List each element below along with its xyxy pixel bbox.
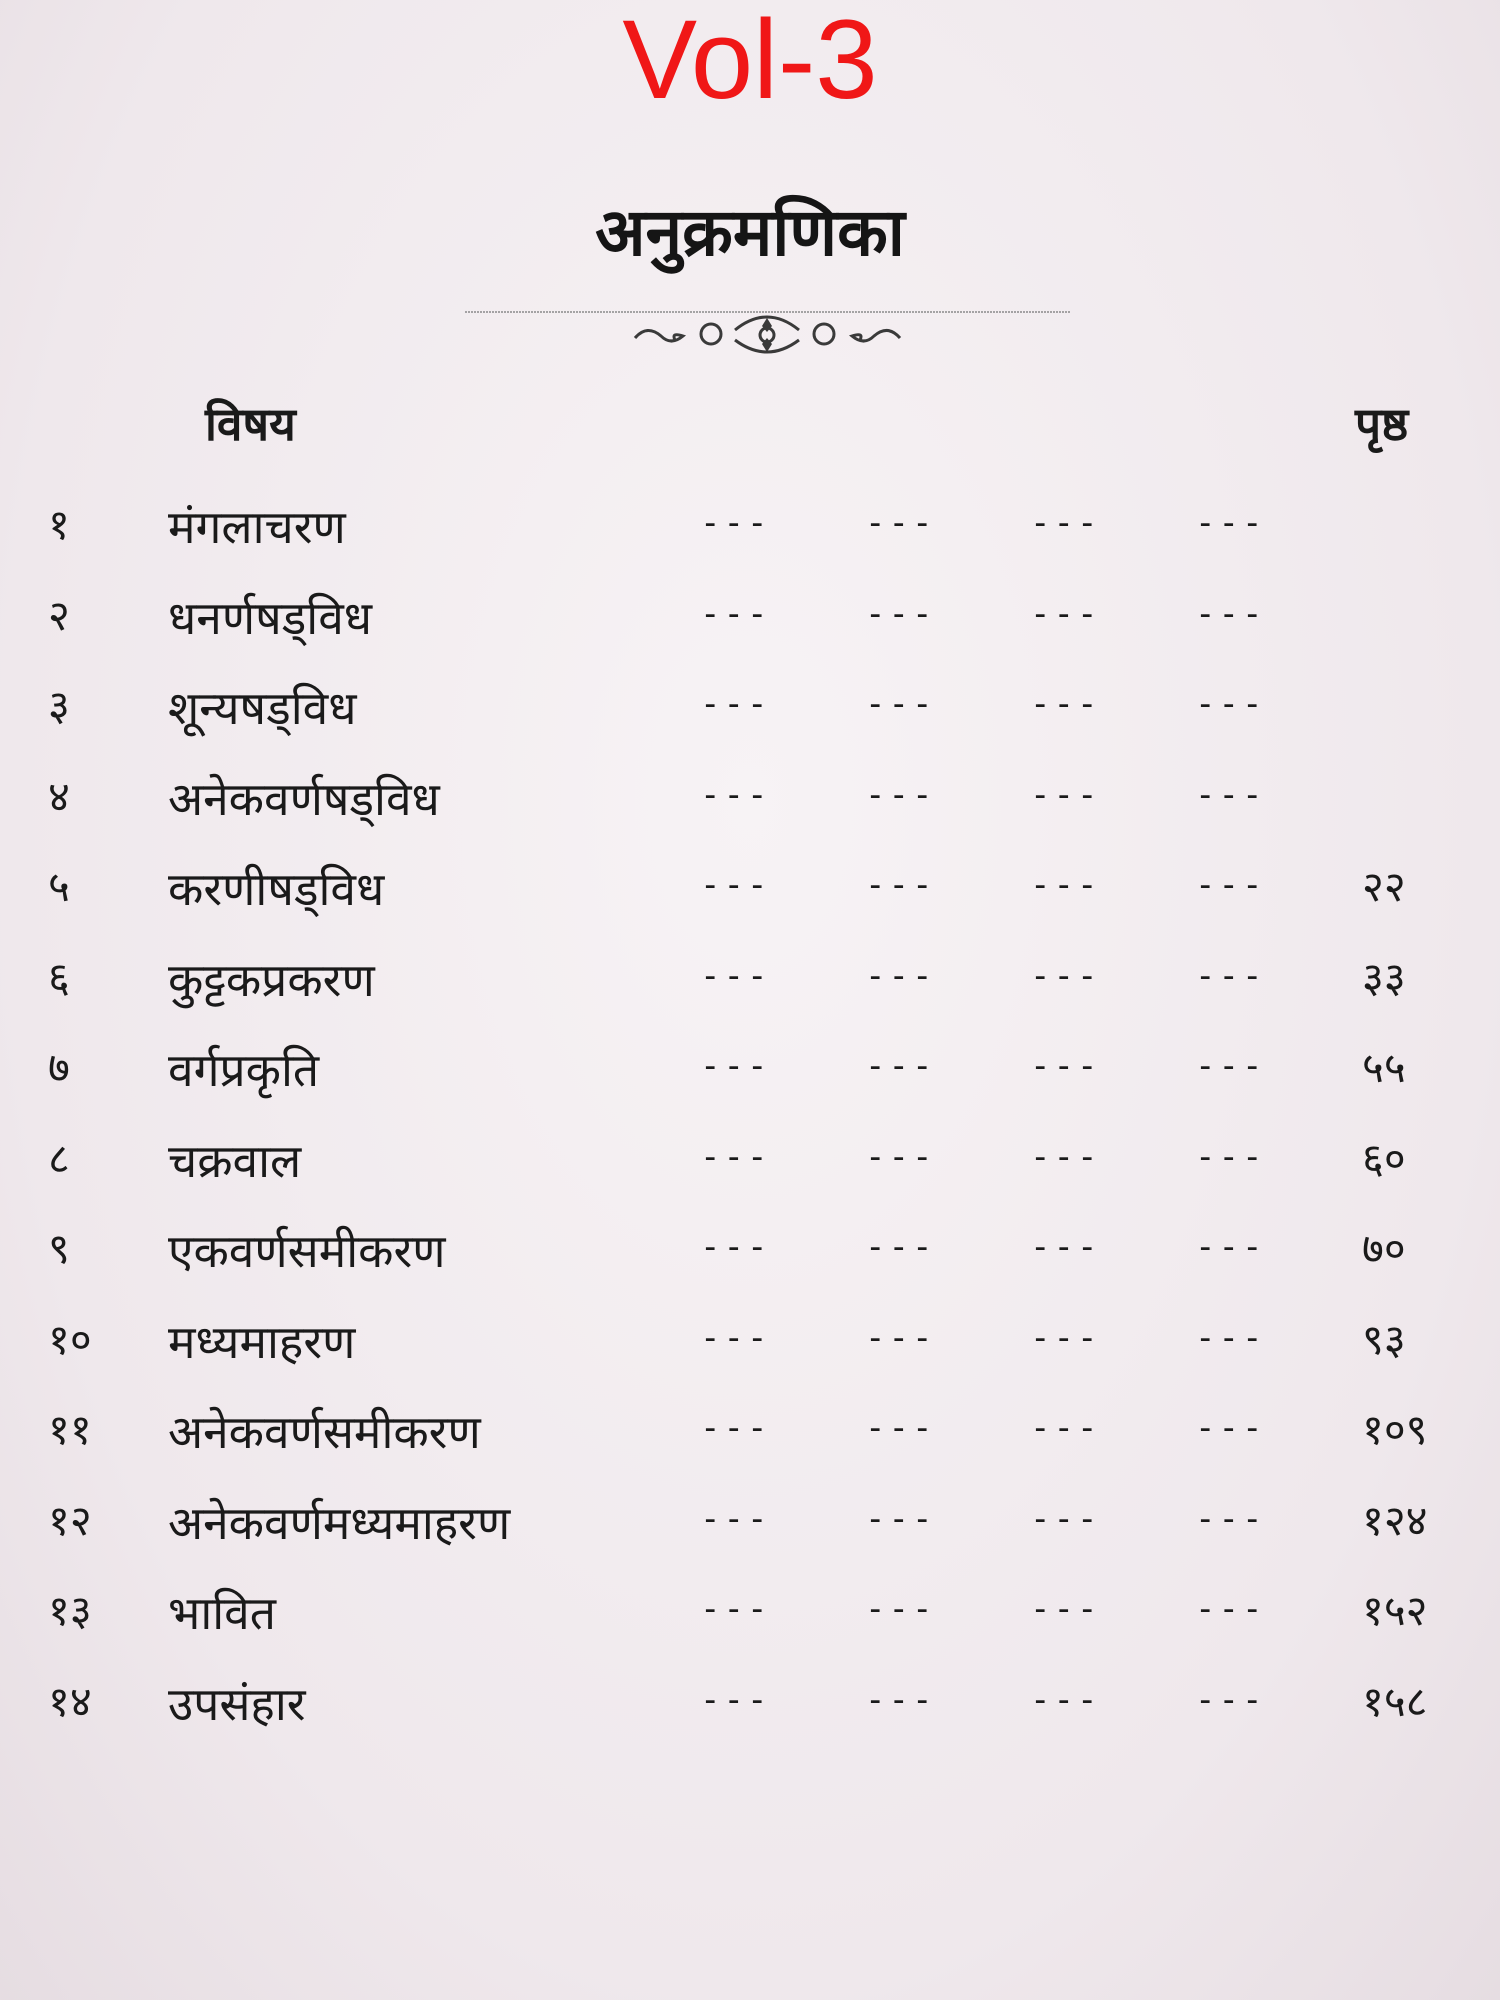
volume-label: Vol-3 [622, 0, 878, 122]
leader-dashes: --- [1030, 1679, 1101, 1720]
entry-number: ६ [48, 952, 70, 1002]
leader-dashes: --- [865, 1046, 936, 1086]
leader-dashes: --- [865, 955, 936, 996]
column-header-page: पृष्ठ [1355, 397, 1409, 451]
entry-number: १३ [48, 1586, 92, 1635]
leader-dashes: --- [700, 1679, 771, 1720]
leader-dashes: --- [1030, 1046, 1101, 1086]
entry-title: भावित [168, 1586, 276, 1640]
entry-number: २ [48, 590, 70, 640]
leader-dashes: --- [865, 1589, 936, 1629]
toc-row [0, 495, 1500, 586]
ornament-divider [465, 300, 1070, 360]
leader-dashes: --- [1195, 1498, 1266, 1539]
entry-title: एकवर्णसमीकरण [168, 1224, 446, 1278]
leader-dashes: --- [865, 1317, 936, 1358]
leader-dashes: --- [865, 1498, 936, 1539]
leader-dashes: --- [700, 503, 771, 543]
leader-dashes: --- [1030, 955, 1101, 996]
leader-dashes: --- [865, 503, 936, 543]
leader-dashes: --- [1195, 1317, 1266, 1358]
leader-dashes: --- [1030, 593, 1101, 634]
entry-number: ५ [48, 862, 70, 911]
leader-dashes: --- [1030, 1498, 1101, 1539]
entry-title: वर्गप्रकृति [168, 1043, 320, 1097]
entry-title: कुट्टकप्रकरण [168, 952, 375, 1007]
entry-number: ११ [48, 1405, 92, 1454]
leader-dashes: --- [1195, 1408, 1266, 1448]
entry-page: ६० [1362, 1133, 1406, 1183]
entry-title: करणीषड्विध [168, 862, 385, 916]
toc-row [0, 767, 1500, 858]
entry-page: १०९ [1362, 1405, 1428, 1454]
leader-dashes: --- [1195, 1136, 1266, 1177]
leader-dashes: --- [700, 1589, 771, 1629]
leader-dashes: --- [865, 774, 936, 815]
leader-dashes: --- [1030, 1227, 1101, 1267]
toc-row [0, 1400, 1500, 1491]
toc-row [0, 586, 1500, 677]
leader-dashes: --- [1195, 1679, 1266, 1720]
leader-dashes: --- [865, 865, 936, 905]
entry-page: ५५ [1362, 1043, 1406, 1092]
entry-number: ९ [48, 1224, 70, 1273]
toc-row [0, 676, 1500, 767]
leader-dashes: --- [1195, 1046, 1266, 1086]
leader-dashes: --- [1195, 955, 1266, 996]
leader-dashes: --- [700, 1136, 771, 1177]
leader-dashes: --- [1195, 865, 1266, 905]
leader-dashes: --- [700, 1046, 771, 1086]
entry-title: धनर्णषड्विध [168, 590, 373, 645]
leader-dashes: --- [1195, 1589, 1266, 1629]
leader-dashes: --- [1030, 1136, 1101, 1177]
entry-number: ३ [48, 681, 70, 730]
entry-page: २२ [1362, 862, 1406, 911]
leader-dashes: --- [700, 1227, 771, 1267]
leader-dashes: --- [1195, 684, 1266, 724]
toc-row [0, 948, 1500, 1039]
entry-page: १५२ [1362, 1586, 1428, 1635]
leader-dashes: --- [1030, 774, 1101, 815]
toc-row [0, 1038, 1500, 1129]
toc-row [0, 1310, 1500, 1401]
leader-dashes: --- [865, 1136, 936, 1177]
entry-title: अनेकवर्णमध्यमाहरण [168, 1495, 511, 1550]
leader-dashes: --- [1030, 865, 1101, 905]
leader-dashes: --- [1195, 593, 1266, 634]
entry-title: शून्यषड्विध [168, 681, 357, 735]
leader-dashes: --- [1195, 774, 1266, 815]
column-header-subject: विषय [205, 397, 296, 451]
entry-page: ३३ [1362, 952, 1406, 1002]
leader-dashes: --- [700, 865, 771, 905]
entry-number: ७ [48, 1043, 70, 1092]
leader-dashes: --- [1030, 1408, 1101, 1448]
entry-page: ९३ [1362, 1314, 1406, 1364]
entry-title: चक्रवाल [168, 1133, 302, 1188]
entry-number: ८ [48, 1133, 70, 1183]
leader-dashes: --- [1030, 684, 1101, 724]
leader-dashes: --- [1030, 503, 1101, 543]
leader-dashes: --- [865, 1227, 936, 1267]
toc-row [0, 857, 1500, 948]
leader-dashes: --- [700, 684, 771, 724]
toc-row [0, 1129, 1500, 1220]
toc-row [0, 1581, 1500, 1672]
table-of-contents [0, 495, 1500, 1762]
entry-title: अनेकवर्णसमीकरण [168, 1405, 481, 1459]
leader-dashes: --- [1030, 1317, 1101, 1358]
entry-number: ४ [48, 771, 70, 821]
entry-number: १० [48, 1314, 92, 1364]
leader-dashes: --- [700, 593, 771, 634]
leader-dashes: --- [865, 1408, 936, 1448]
entry-title: उपसंहार [168, 1676, 306, 1731]
leader-dashes: --- [865, 593, 936, 634]
entry-number: १४ [48, 1676, 92, 1726]
leader-dashes: --- [1195, 1227, 1266, 1267]
leader-dashes: --- [865, 1679, 936, 1720]
leader-dashes: --- [1195, 503, 1266, 543]
entry-page: १५८ [1362, 1676, 1428, 1726]
toc-row [0, 1491, 1500, 1582]
leader-dashes: --- [700, 1408, 771, 1448]
entry-number: १२ [48, 1495, 92, 1545]
leader-dashes: --- [700, 1498, 771, 1539]
leader-dashes: --- [700, 774, 771, 815]
leader-dashes: --- [700, 1317, 771, 1358]
entry-number: १ [48, 500, 70, 549]
leader-dashes: --- [1030, 1589, 1101, 1629]
entry-title: मध्यमाहरण [168, 1314, 356, 1369]
leader-dashes: --- [865, 684, 936, 724]
page-title: अनुक्रमणिका [595, 194, 905, 271]
toc-row [0, 1219, 1500, 1310]
leader-dashes: --- [700, 955, 771, 996]
entry-title: अनेकवर्णषड्विध [168, 771, 440, 826]
entry-page: १२४ [1362, 1495, 1428, 1545]
entry-title: मंगलाचरण [168, 500, 346, 554]
toc-row [0, 1672, 1500, 1763]
entry-page: ७० [1362, 1224, 1406, 1273]
